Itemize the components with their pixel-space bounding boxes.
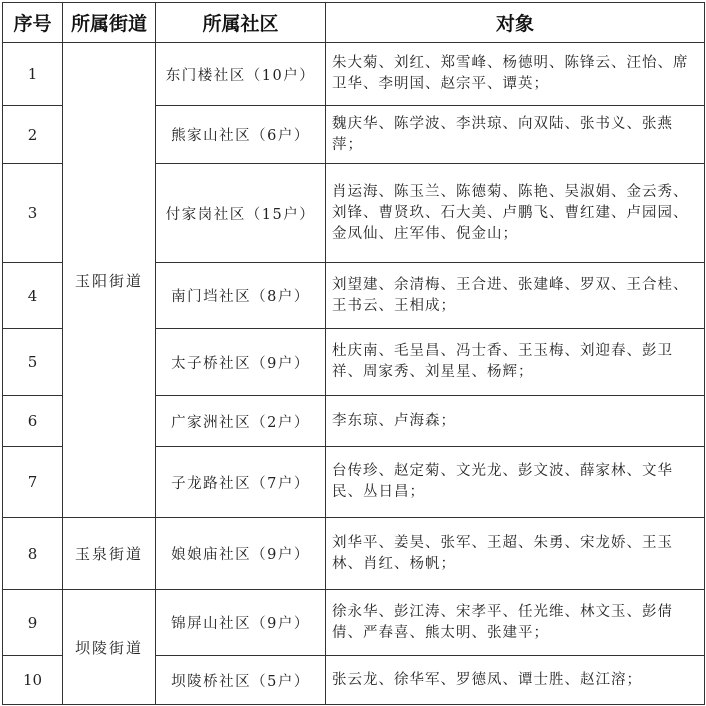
row-community: 锦屏山社区（9户） — [156, 590, 326, 656]
row-community: 坝陵桥社区（5户） — [156, 656, 326, 705]
row-people: 徐永华、彭江涛、宋孝平、任光维、林文玉、彭倩倩、严春喜、熊太明、张建平； — [326, 590, 705, 656]
street-cell-yuquan: 玉泉街道 — [63, 518, 156, 590]
row-index: 4 — [3, 263, 63, 329]
row-people: 杜庆南、毛呈昌、冯士香、王玉梅、刘迎春、彭卫祥、周家秀、刘星星、杨辉； — [326, 329, 705, 396]
row-people: 台传珍、赵定菊、文光龙、彭文波、薛家林、文华民、丛日昌； — [326, 447, 705, 518]
row-community: 太子桥社区（9户） — [156, 329, 326, 396]
header-index: 序号 — [3, 3, 63, 43]
street-cell-baling: 坝陵街道 — [63, 590, 156, 705]
row-community: 熊家山社区（6户） — [156, 106, 326, 164]
row-people: 刘华平、姜昊、张军、王超、朱勇、宋龙娇、王玉林、肖红、杨帆； — [326, 518, 705, 590]
row-index: 1 — [3, 43, 63, 106]
row-index: 8 — [3, 518, 63, 590]
header-people: 对象 — [326, 3, 705, 43]
row-index: 10 — [3, 656, 63, 705]
header-community: 所属社区 — [156, 3, 326, 43]
row-people: 张云龙、徐华军、罗德凤、谭士胜、赵江溶； — [326, 656, 705, 705]
row-index: 5 — [3, 329, 63, 396]
row-people: 肖运海、陈玉兰、陈德菊、陈艳、吴淑娟、金云秀、刘锋、曹贤玖、石大美、卢鹏飞、曹红建、卢园园、金凤仙、庄军伟、倪金山； — [326, 164, 705, 263]
row-community: 娘娘庙社区（9户） — [156, 518, 326, 590]
table-header-row — [3, 3, 705, 43]
table-row — [3, 43, 705, 106]
row-people: 刘望建、余清梅、王合进、张建峰、罗双、王合桂、王书云、王相成； — [326, 263, 705, 329]
row-community: 东门楼社区（10户） — [156, 43, 326, 106]
header-street: 所属街道 — [63, 3, 156, 43]
row-index: 6 — [3, 396, 63, 447]
row-index: 2 — [3, 106, 63, 164]
row-community: 子龙路社区（7户） — [156, 447, 326, 518]
row-community: 付家岗社区（15户） — [156, 164, 326, 263]
household-table — [2, 2, 705, 705]
street-cell-yuyang: 玉阳街道 — [63, 43, 156, 518]
row-community: 南门垱社区（8户） — [156, 263, 326, 329]
table-row — [3, 518, 705, 590]
row-index: 3 — [3, 164, 63, 263]
row-community: 广家洲社区（2户） — [156, 396, 326, 447]
row-people: 朱大菊、刘红、郑雪峰、杨德明、陈锋云、汪怡、席卫华、李明国、赵宗平、谭英； — [326, 43, 705, 106]
row-people: 魏庆华、陈学波、李洪琼、向双陆、张书义、张燕萍； — [326, 106, 705, 164]
row-index: 9 — [3, 590, 63, 656]
table-row — [3, 590, 705, 656]
row-index: 7 — [3, 447, 63, 518]
row-people: 李东琼、卢海森； — [326, 396, 705, 447]
